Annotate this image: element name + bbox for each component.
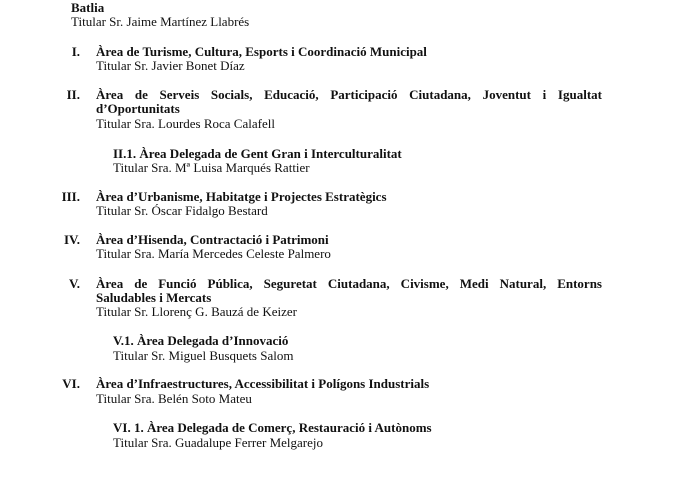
area-4-holder: Titular Sra. María Mercedes Celeste Palmero [96,246,331,261]
area-2-title-line1: Àrea de Serveis Socials, Educació, Participació Ciutadana, Joventut i Igualtat [96,87,602,102]
area-1-number: I. [71,44,80,59]
area-5-title-line1: Àrea de Funció Pública, Seguretat Ciutadana, Civisme, Medi Natural, Entorns [96,276,602,291]
area-6-number: VI. [62,376,80,391]
area-5-1-delegada-holder: Titular Sr. Miguel Busquets Salom [113,348,294,363]
area-4-title: Àrea d’Hisenda, Contractació i Patrimoni [96,232,329,247]
area-6-1-delegada-holder: Titular Sra. Guadalupe Ferrer Melgarejo [113,435,323,450]
area-2-title-line2: d’Oportunitats [96,101,180,116]
area-4-number: IV. [63,232,80,247]
area-2-holder: Titular Sra. Lourdes Roca Calafell [96,116,275,131]
area-5-number: V. [69,276,80,291]
area-3-holder: Titular Sr. Óscar Fidalgo Bestard [96,203,268,218]
batlia-holder: Titular Sr. Jaime Martínez Llabrés [71,14,250,29]
area-2-1-delegada-title: II.1. Àrea Delegada de Gent Gran i Interculturalitat [113,146,402,161]
area-2-1-delegada-holder: Titular Sra. Mª Luisa Marqués Rattier [113,160,310,175]
batlia-title: Batlia [71,0,105,15]
area-6-1-delegada-title: VI. 1. Àrea Delegada de Comerç, Restauració i Autònoms [113,420,432,435]
area-3-number: III. [61,189,80,204]
area-5-1-delegada-title: V.1. Àrea Delegada d’Innovació [113,333,289,348]
area-5-title-line2: Saludables i Mercats [96,290,212,305]
area-1-title: Àrea de Turisme, Cultura, Esports i Coordinació Municipal [96,44,427,59]
area-6-title: Àrea d’Infraestructures, Accessibilitat i Polígons Industrials [96,376,430,391]
area-3-title: Àrea d’Urbanisme, Habitatge i Projectes Estratègics [96,189,387,204]
area-6-holder: Titular Sra. Belén Soto Mateu [96,391,252,406]
area-1-holder: Titular Sr. Javier Bonet Díaz [96,58,245,73]
area-5-holder: Titular Sr. Llorenç G. Bauzá de Keizer [96,304,297,319]
area-2-number: II. [66,87,80,102]
